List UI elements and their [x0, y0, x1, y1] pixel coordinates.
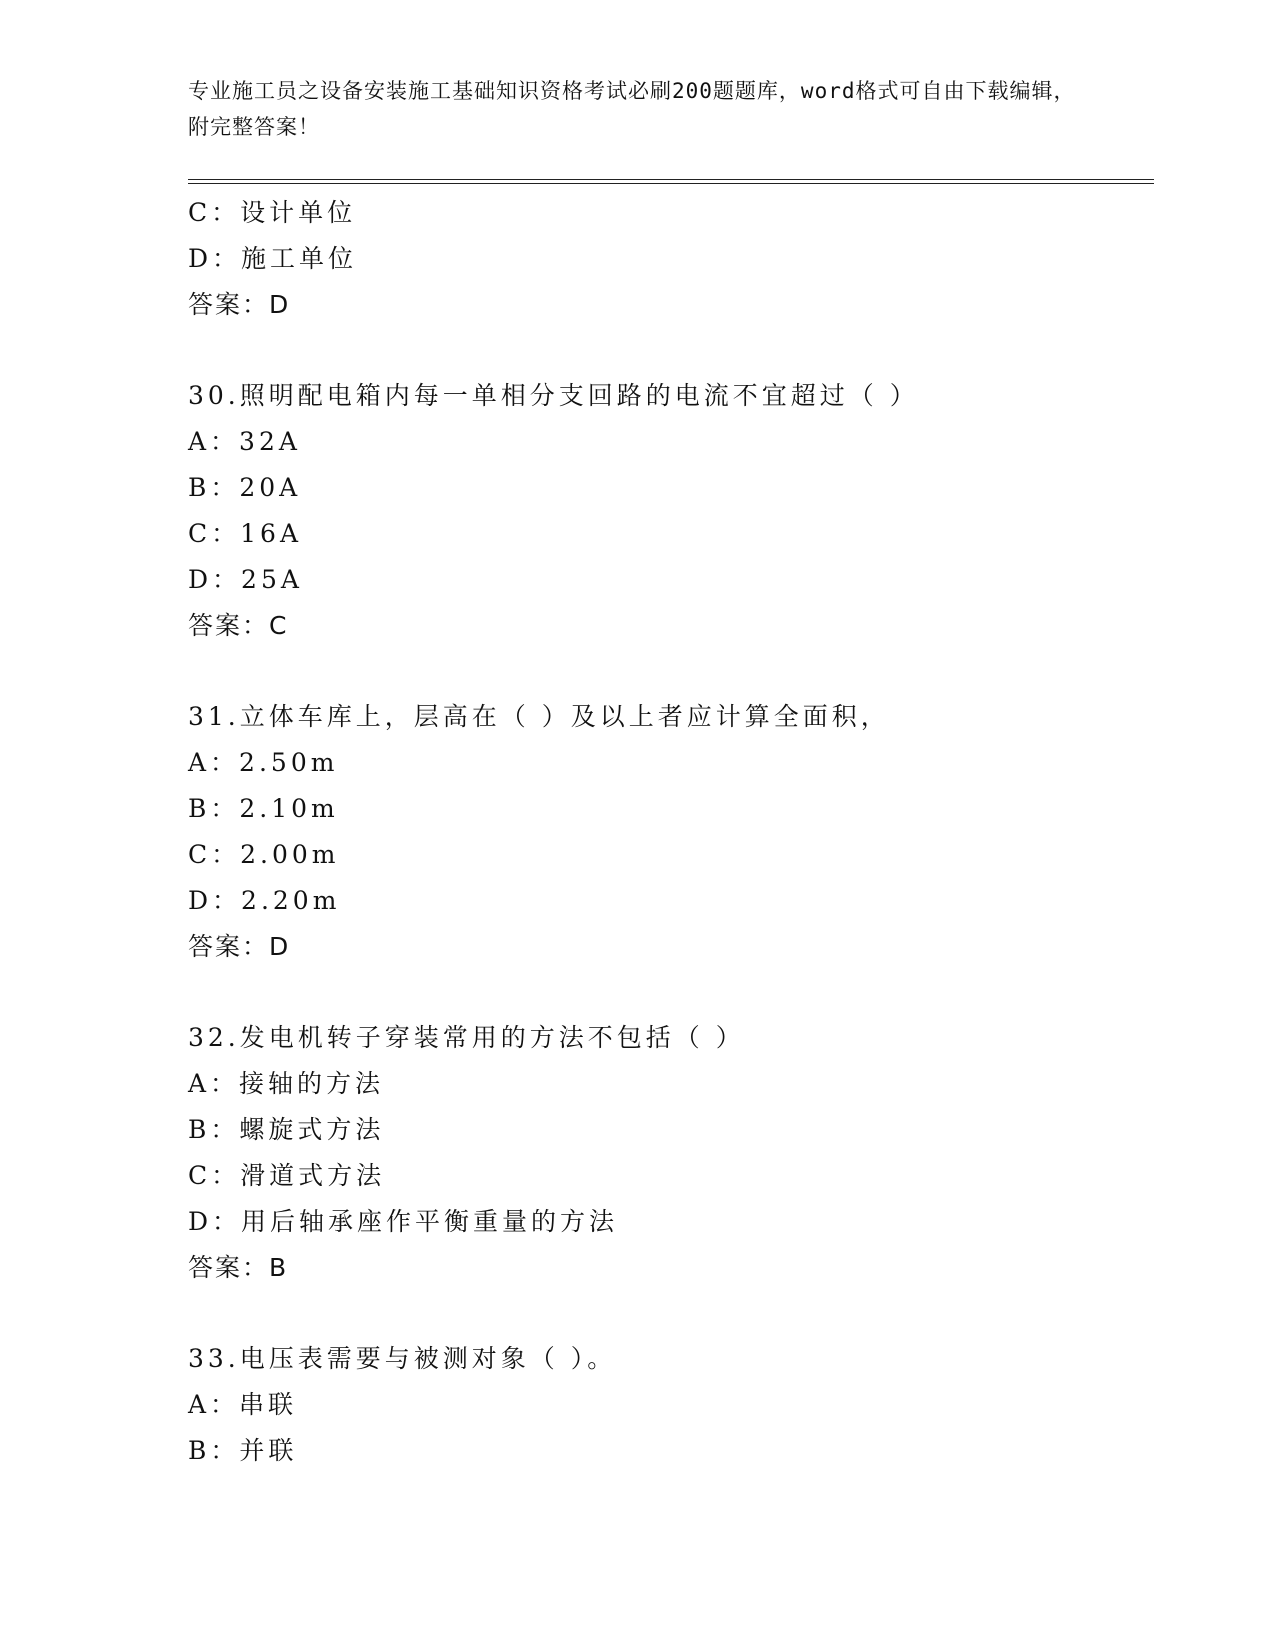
option-d: D：2.20m — [188, 886, 341, 915]
question-title: 31.立体车库上，层高在（ ）及以上者应计算全面积， — [188, 702, 890, 731]
question-content — [188, 190, 1154, 1474]
header-rule-top — [188, 179, 1154, 180]
question-title: 30.照明配电箱内每一单相分支回路的电流不宜超过（ ） — [188, 381, 919, 410]
question-33 — [188, 1336, 1154, 1474]
option-d: D：施工单位 — [188, 244, 358, 273]
answer-line: 答案：C — [188, 611, 289, 640]
question-31 — [188, 694, 1154, 970]
spacer — [188, 649, 1154, 694]
option-d: D：用后轴承座作平衡重量的方法 — [188, 1207, 619, 1236]
spacer — [188, 328, 1154, 373]
header-rule-bottom — [188, 183, 1154, 184]
option-a: A：接轴的方法 — [188, 1069, 385, 1098]
option-a: A：2.50m — [188, 748, 339, 777]
option-b: B：2.10m — [188, 794, 339, 823]
option-b: B：并联 — [188, 1436, 298, 1465]
answer-line: 答案：D — [188, 932, 291, 961]
question-30 — [188, 373, 1154, 649]
option-c: C：滑道式方法 — [188, 1161, 386, 1190]
option-b: B：20A — [188, 473, 302, 502]
option-b: B：螺旋式方法 — [188, 1115, 385, 1144]
answer-line: 答案：B — [188, 1253, 289, 1282]
answer-line: 答案：D — [188, 290, 291, 319]
partial-question — [188, 190, 1154, 328]
option-a: A：串联 — [188, 1390, 298, 1419]
spacer — [188, 970, 1154, 1015]
option-c: C：2.00m — [188, 840, 340, 869]
question-title: 33.电压表需要与被测对象（ ）。 — [188, 1344, 617, 1373]
document-header: 专业施工员之设备安装施工基础知识资格考试必刷200题题库，word格式可自由下载编辑，附完整答案！ — [188, 79, 1076, 139]
option-a: A：32A — [188, 427, 301, 456]
option-d: D：25A — [188, 565, 303, 594]
spacer — [188, 1291, 1154, 1336]
question-32 — [188, 1015, 1154, 1291]
option-c: C：16A — [188, 519, 302, 548]
option-c: C：设计单位 — [188, 198, 357, 227]
question-title: 32.发电机转子穿装常用的方法不包括（ ） — [188, 1023, 745, 1052]
